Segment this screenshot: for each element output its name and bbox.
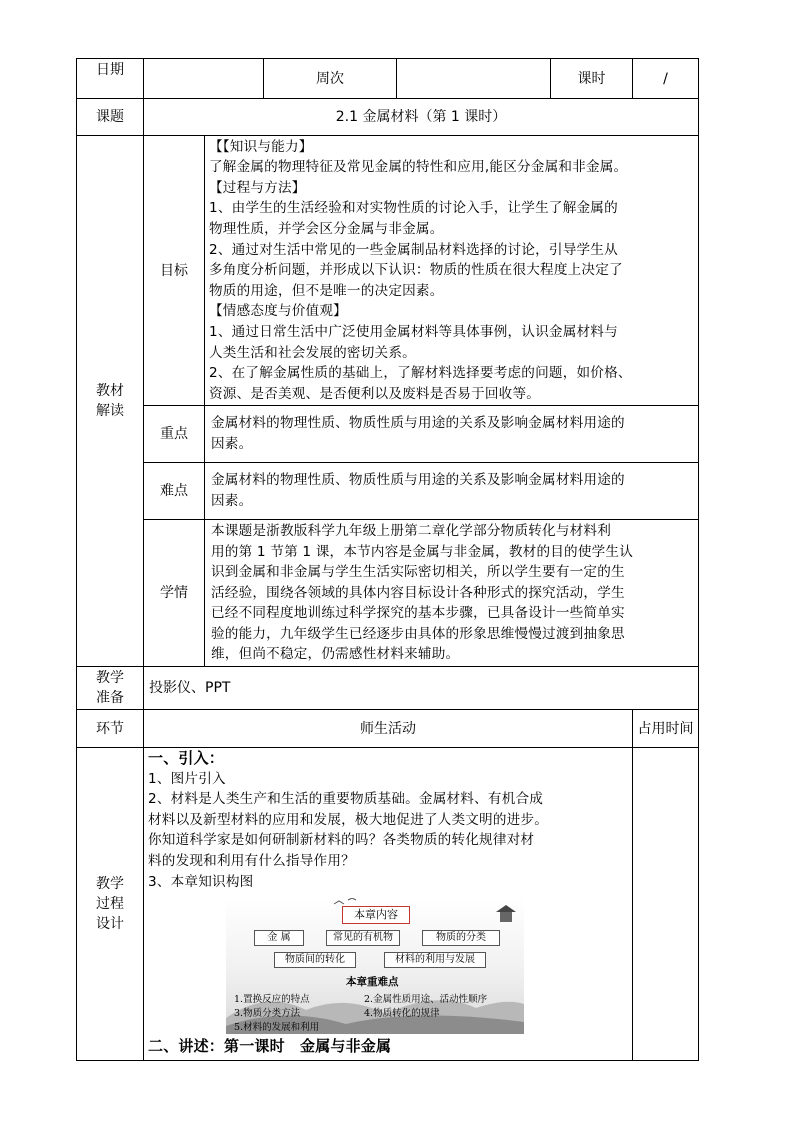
goal-line: 【【知识与能力】 — [209, 138, 313, 155]
map-title: 本章内容 — [342, 906, 410, 924]
week-value[interactable] — [397, 59, 551, 99]
preparation-label-line: 准备 — [96, 690, 124, 706]
map-subtitle: 本章重难点 — [346, 976, 399, 989]
learning-situation-label: 学情 — [144, 520, 205, 667]
map-point: 5.材料的发展和利用 — [234, 1022, 320, 1034]
map-box-transformation: 物质间的转化 — [274, 952, 356, 968]
lesson-plan-table — [76, 58, 699, 1061]
map-point: 3.物质分类方法 — [234, 1008, 301, 1020]
process-label-line: 过程 — [96, 896, 124, 912]
process-label — [77, 748, 144, 1061]
map-box-classification: 物质的分类 — [422, 930, 500, 946]
preparation-text: 投影仪、PPT — [149, 680, 231, 696]
difficult-points-content — [205, 463, 699, 520]
difficult-point-line: 金属材料的物理性质、物质性质与用途的关系及影响金属材料用途的 — [211, 472, 625, 489]
process-line: 材料以及新型材料的应用和发展，极大地促进了人类文明的进步。 — [148, 811, 549, 828]
situation-line: 活经验，围绕各领域的具体内容目标设计各种形式的探究活动，学生 — [211, 584, 625, 601]
activity-column-header: 师生活动 — [144, 710, 633, 748]
situation-line: 识到金属和非金属与学生生活实际密切相关，所以学生要有一定的生 — [211, 564, 625, 581]
goal-line: 人类生活和社会发展的密切关系。 — [209, 344, 416, 361]
key-points-content — [205, 406, 699, 463]
process-label-line: 教学 — [96, 876, 124, 892]
process-line: 2、材料是人类生产和生活的重要物质基础。金属材料、有机合成 — [148, 791, 544, 808]
period-label: 课时 — [551, 59, 633, 99]
goal-line: 物质的用途，但不是唯一的决定因素。 — [209, 282, 444, 299]
learning-situation-content — [205, 520, 699, 667]
goal-line: 了解金属的物理特征及常见金属的特性和应用,能区分金属和非金属。 — [209, 159, 628, 176]
topic-value: 2.1 金属材料（第 1 课时） — [144, 99, 699, 136]
date-value[interactable] — [144, 59, 264, 99]
textbook-label-line: 教材 — [96, 383, 124, 399]
date-label: 日期 — [77, 59, 144, 99]
period-value: / — [633, 59, 699, 99]
week-label: 周次 — [264, 59, 397, 99]
goal-line: 2、在了解金属性质的基础上，了解材料选择要考虑的问题，如价格、 — [209, 365, 632, 382]
knowledge-map-image — [226, 898, 524, 1034]
textbook-label-line: 解读 — [96, 403, 124, 419]
textbook-label — [77, 136, 144, 667]
key-points-label: 重点 — [144, 406, 205, 463]
map-box-materials: 材料的利用与发展 — [384, 952, 486, 968]
goals-label: 目标 — [144, 136, 205, 406]
goal-line: 物理性质，并学会区分金属与非金属。 — [209, 221, 444, 238]
map-point: 2.金属性质用途、活动性顺序 — [364, 994, 488, 1006]
map-point: 1.置换反应的特点 — [234, 994, 310, 1006]
situation-line: 本课题是浙教版科学九年级上册第二章化学部分物质转化与材料利 — [211, 522, 612, 539]
situation-line: 用的第 1 节第 1 课，本节内容是金属与非金属，教材的目的使学生认 — [211, 543, 634, 560]
map-box-metal: 金 属 — [254, 930, 304, 946]
goals-content — [205, 136, 699, 406]
process-label-line: 设计 — [96, 916, 124, 932]
map-point: 4.物质转化的规律 — [364, 1008, 440, 1020]
goal-line: 2、通过对生活中常见的一些金属制品材料选择的讨论，引导学生从 — [209, 241, 618, 258]
process-line: 3、本章知识构图 — [148, 873, 254, 890]
key-point-line: 因素。 — [211, 436, 253, 452]
difficult-point-line: 因素。 — [211, 493, 253, 509]
situation-line: 维，但尚不稳定，仍需感性材料来辅助。 — [211, 646, 460, 663]
preparation-value — [144, 667, 699, 710]
key-point-line: 金属材料的物理性质、物质性质与用途的关系及影响金属材料用途的 — [211, 415, 625, 432]
situation-line: 验的能力，九年级学生已经逐步由具体的形象思维慢慢过渡到抽象思 — [211, 625, 625, 642]
goal-line: 1、由学生的生活经验和对实物性质的讨论入手，让学生了解金属的 — [209, 200, 618, 217]
process-line: 你知道科学家是如何研制新材料的吗？各类物质的转化规律对材 — [148, 832, 535, 849]
time-column-header: 占用时间 — [633, 710, 699, 748]
goal-line: 【过程与方法】 — [209, 179, 306, 196]
difficult-points-label: 难点 — [144, 463, 205, 520]
time-cell[interactable] — [633, 748, 699, 1061]
preparation-label — [77, 667, 144, 710]
section2-heading: 二、讲述：第一课时 金属与非金属 — [148, 1037, 392, 1056]
map-box-organic: 常见的有机物 — [326, 930, 400, 946]
goal-line: 多角度分析问题，并形成以下认识：物质的性质在很大程度上决定了 — [209, 262, 623, 279]
process-content — [144, 748, 633, 1061]
section-column-header: 环节 — [77, 710, 144, 748]
situation-line: 已经不同程度地训练过科学探究的基本步骤，已具备设计一些简单实 — [211, 605, 625, 622]
goal-line: 【情感态度与价值观】 — [209, 303, 347, 320]
intro-heading: 一、引入： — [148, 749, 225, 767]
process-line: 1、图片引入 — [148, 770, 226, 787]
goal-line: 1、通过日常生活中广泛使用金属材料等具体事例，认识金属材料与 — [209, 323, 618, 340]
goal-line: 资源、是否美观、是否便利以及废料是否易于回收等。 — [209, 385, 541, 402]
topic-label: 课题 — [77, 99, 144, 136]
process-line: 料的发现和利用有什么指导作用？ — [148, 852, 355, 869]
preparation-label-line: 教学 — [96, 670, 124, 686]
